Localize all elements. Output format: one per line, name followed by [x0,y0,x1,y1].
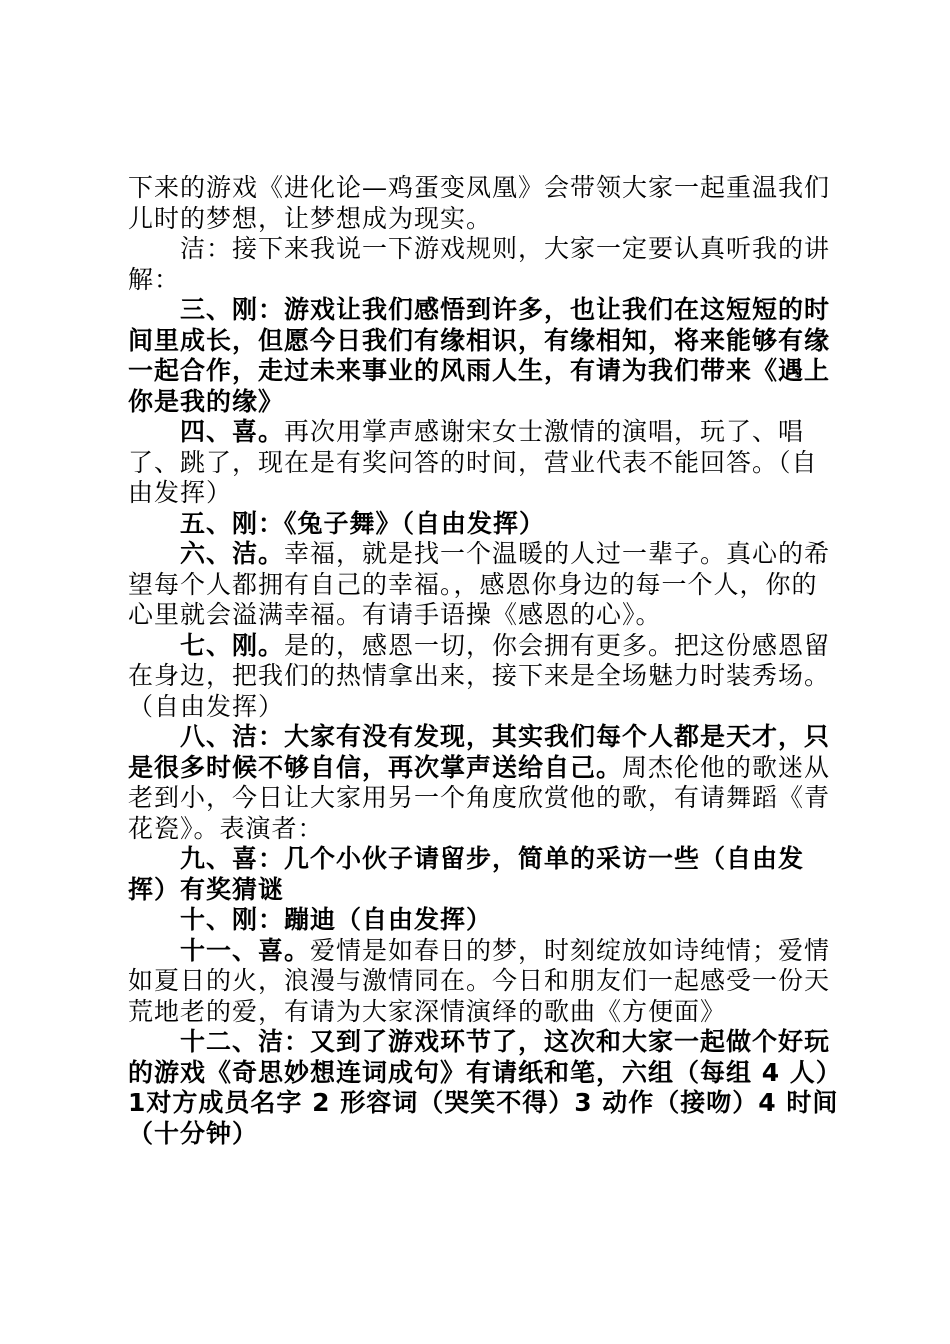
paragraph-lead: 九、喜：几个小伙子请留步，简单的采访一些（自由发挥）有奖猜谜 [128,844,805,904]
paragraph-lead: 十二、洁：又到了游戏环节了，这次和大家一起做个好玩的游戏《奇思妙想连词成句》有请纸和笔，六组（每组 4 人）1对方成员名字 2 形容词（哭笑不得）3 动作（接吻）4 时间（十分钟） [128,1027,839,1148]
paragraph-text: 再次用掌声感谢宋女士激情的演唱，玩了、唱了、跳了，现在是有奖问答的时间，营业代表不能回答。（自由发挥） [128,417,818,507]
paragraph-4 [128,417,840,509]
paragraph-7 [128,631,840,723]
paragraph-lead: 十、刚：蹦迪（自由发挥） [180,905,493,934]
paragraph-lead: 六、洁。 [180,539,285,568]
paragraph-lead: 五、刚：《兔子舞》（自由发挥） [180,508,546,538]
paragraph-text: 下来的游戏《进化论—鸡蛋变凤凰》会带领大家一起重温我们儿时的梦想，让梦想成为现实。 [128,173,831,233]
paragraph-3 [128,295,840,417]
paragraph-8 [128,722,840,844]
paragraph-1 [128,173,840,234]
paragraph-text: 洁：接下来我说一下游戏规则，大家一定要认真听我的讲解： [128,234,831,294]
paragraph-text: 是的，感恩一切，你会拥有更多。把这份感恩留在身边，把我们的热情拿出来，接下来是全场魅力时装秀场。（自由发挥） [128,630,831,721]
paragraph-lead: 七、刚。 [180,630,285,660]
paragraph-12 [128,1027,840,1149]
paragraph-6 [128,539,840,631]
paragraph-lead: 八、洁：大家有没有发现，其实我们每个人都是天才，只是很多时候不够自信，再次掌声送给自己。 [128,722,831,782]
paragraph-9 [128,844,840,905]
paragraph-text: 周杰伦他的歌迷从老到小，今日让大家用另一个角度欣赏他的歌，有请舞蹈《青花瓷》。表演者： [128,752,831,843]
document-body [128,173,840,1149]
paragraph-10 [128,905,840,936]
paragraph-text: 爱情是如春日的梦，时刻绽放如诗纯情；爱情如夏日的火，浪漫与激情同在。今日和朋友们一起感受一份天荒地老的爱，有请为大家深情演绎的歌曲《方便面》 [128,935,831,1026]
paragraph-lead: 十一、喜。 [180,935,311,965]
paragraph-11 [128,936,840,1028]
paragraph-lead: 四、喜。 [180,417,285,446]
paragraph-lead: 三、刚：游戏让我们感悟到许多，也让我们在这短短的时间里成长，但愿今日我们有缘相识，有缘相知，将来能够有缘一起合作，走过未来事业的风雨人生，有请为我们带来《遇上你是我的缘》 [128,295,831,416]
paragraph-2 [128,234,840,295]
paragraph-text: 幸福，就是找一个温暖的人过一辈子。真心的希望每个人都拥有自己的幸福。，感恩你身边的每一个人，你的心里就会溢满幸福。有请手语操《感恩的心》。 [128,539,831,629]
paragraph-5 [128,509,840,540]
